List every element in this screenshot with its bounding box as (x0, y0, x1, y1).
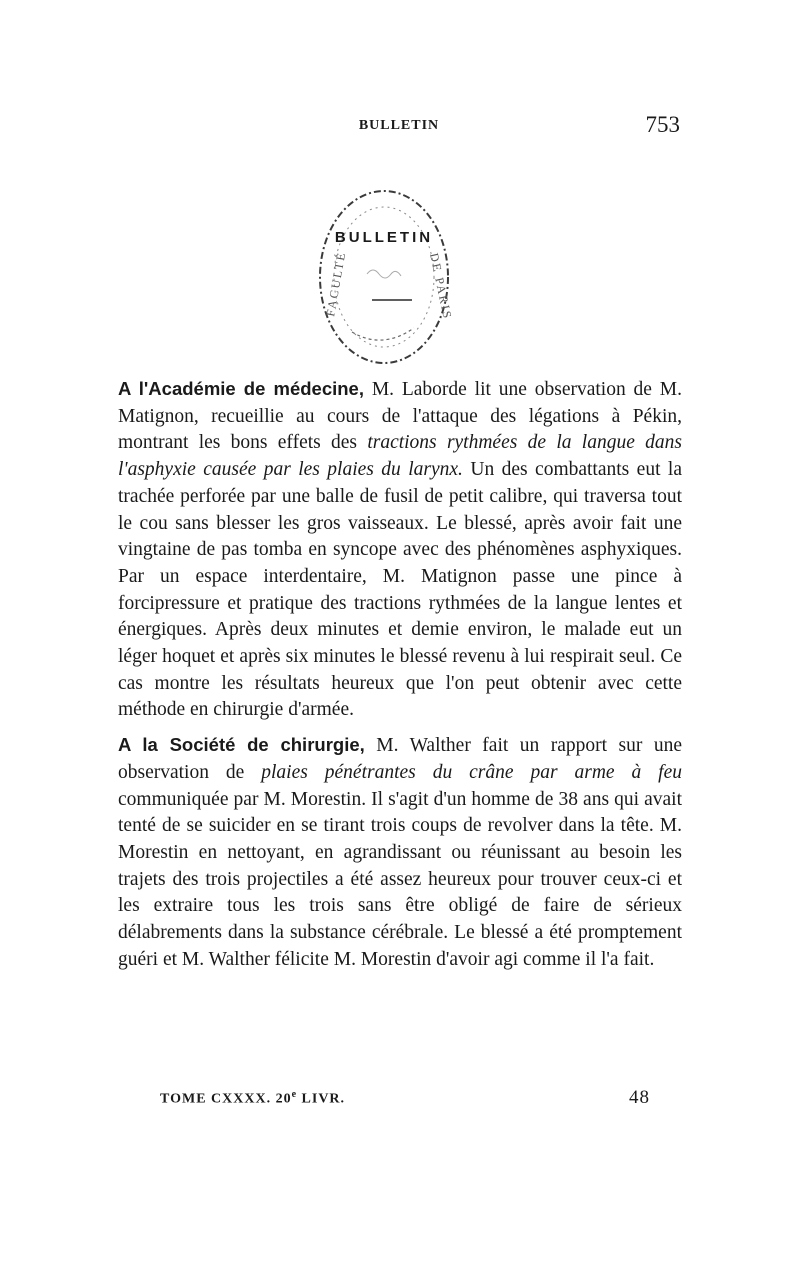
paragraph-societe (118, 732, 682, 973)
stamp-seal-icon (312, 182, 457, 372)
signature-mark (160, 1089, 345, 1108)
paragraph-italic: tractions rythmées de la langue dans l'asphyxie causée par les plaies du larynx. (118, 432, 682, 481)
paragraph-text: M. Walther fait un rapport sur une observation de (118, 735, 682, 783)
body-text (118, 376, 682, 981)
stamp-left-text: FACULTÉ (323, 250, 349, 318)
running-title: BULLETIN (358, 118, 440, 133)
paragraph-text: Un des combattants eut la trachée perforée par une balle de fusil de petit calibre, qui traversa tout le cou sans blesser les gros vaisseaux. Le blessé, après avoir fait une vingtaine de pas tomba en syncope avec des phénomènes asphyxiques. Par un espace interdentaire, M. Matignon passe une pince à forcipressure et pratique des tractions rythmées de la langue lentes et énergiques. Après deux minutes et demie environ, le malade eut un léger hoquet et après six minutes le blessé revenu à lui respirait seul. Ce cas montre les résultats heureux que l'on peut obtenir avec cette méthode en chirurgie d'armée. (118, 459, 683, 721)
library-stamp (312, 182, 457, 372)
paragraph-italic: plaies pénétrantes du crâne par arme à feu (261, 761, 682, 783)
stamp-top-text: BULLETIN (334, 229, 434, 246)
paragraph-academie (118, 376, 682, 724)
signature-end: LIVR. (297, 1091, 346, 1107)
page-number: 753 (645, 112, 680, 137)
paragraph-lead: A l'Académie de médecine, (118, 378, 364, 399)
paragraph-text: communiquée par M. Morestin. Il s'agit d'un homme de 38 ans qui avait tenté de se suicider en se tirant trois coups de revolver dans la tête. M. Morestin en nettoyant, en agrandissant ou réunissant au besoin les trajets des trois projectiles a été assez heureux pour trouver ceux-ci et les extraire tous les trois sans être obligé de faire de sérieux délabrements dans la substance cérébrale. Le blessé a été promptement guéri et M. Walther félicite M. Morestin d'avoir agi comme il l'a fait. (118, 788, 682, 970)
paragraph-text: M. Laborde lit une observation de M. Matignon, recueillie au cours de l'attaque des légations à Pékin, montrant les bons effets des (118, 379, 682, 454)
signature-line (160, 1087, 650, 1113)
sheet-number: 48 (629, 1087, 650, 1108)
paragraph-lead: A la Société de chirurgie, (118, 734, 365, 756)
stamp-right-text: DE PARIS (427, 251, 455, 322)
signature-sup: e (291, 1089, 298, 1100)
signature-main: TOME CXXXX. 20 (160, 1091, 292, 1107)
running-head (118, 112, 680, 146)
